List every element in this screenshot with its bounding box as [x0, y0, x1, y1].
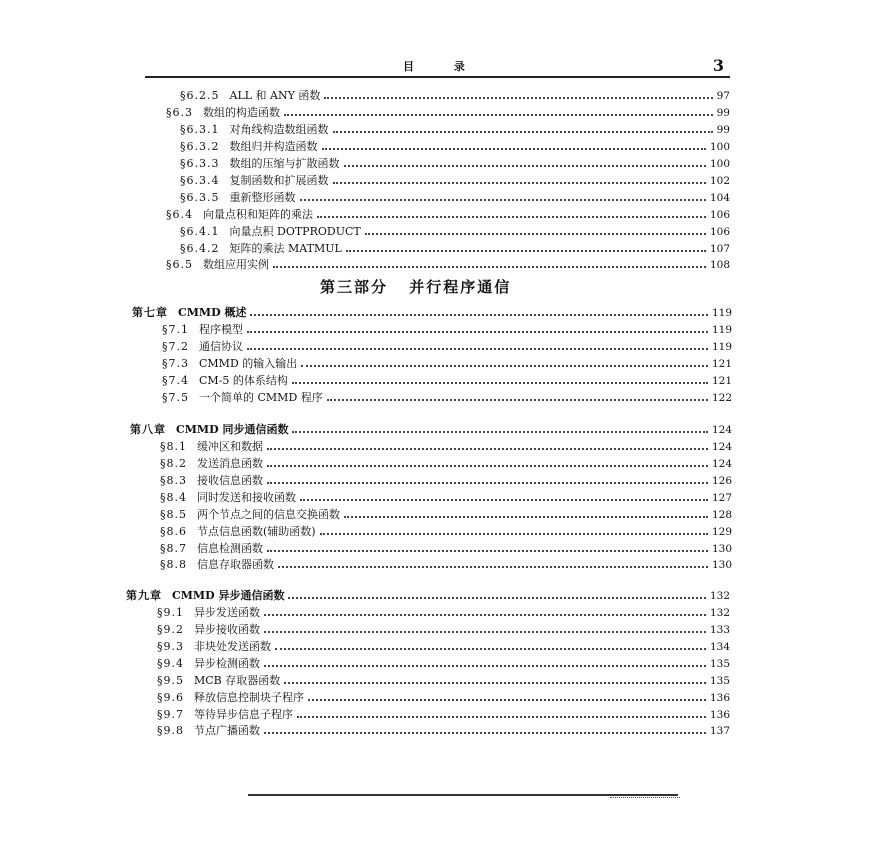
dot-leader — [344, 164, 706, 167]
toc-entry — [180, 156, 730, 170]
dot-leader — [333, 130, 713, 133]
toc-entry-page: 129 — [711, 526, 732, 538]
toc-entry-page: 108 — [709, 259, 730, 271]
chapter-page: 124 — [711, 424, 732, 436]
toc-entry — [157, 639, 730, 653]
toc-entry-number: §8.5 — [160, 508, 187, 521]
part-title: 并行程序通信 — [409, 278, 512, 296]
dot-leader — [300, 498, 708, 501]
toc-entry-title: 数组归并构造函数 — [229, 140, 318, 153]
header-rule — [145, 76, 730, 78]
toc-entry — [160, 473, 732, 487]
toc-entry — [157, 723, 730, 737]
toc-entry-title: 程序模型 — [199, 323, 243, 336]
toc-entry — [157, 622, 730, 636]
chapter-title: CMMD 概述 — [178, 306, 247, 319]
toc-entry-page: 130 — [711, 559, 732, 571]
toc-entry-number: §8.6 — [160, 525, 187, 538]
toc-entry-title: 释放信息控制块子程序 — [194, 691, 304, 704]
toc-entry — [180, 241, 730, 255]
toc-entry-number: §8.1 — [160, 440, 187, 453]
toc-entry-title: 复制函数和扩展函数 — [229, 174, 329, 187]
dot-leader — [288, 596, 705, 599]
dot-leader — [273, 265, 706, 268]
toc-entry-number: §6.3.5 — [180, 191, 220, 204]
toc-entry-title: 接收信息函数 — [197, 474, 263, 487]
toc-entry-number: §9.6 — [157, 691, 184, 704]
toc-entry-title: 非块处发送函数 — [194, 640, 271, 653]
toc-entry-page: 99 — [716, 107, 730, 119]
chapter-number: 第八章 — [130, 423, 166, 436]
toc-entry-number: §9.8 — [157, 724, 184, 737]
toc-entry-number: §6.4 — [166, 208, 193, 221]
toc-entry-number: §9.7 — [157, 708, 184, 721]
dot-leader — [284, 113, 713, 116]
dot-leader — [275, 647, 706, 650]
toc-entry-number: §7.5 — [162, 391, 189, 404]
toc-entry-title: 向量点积和矩阵的乘法 — [203, 208, 313, 221]
dot-leader — [267, 464, 708, 467]
toc-entry-number: §6.5 — [166, 258, 193, 271]
toc-entry-page: 97 — [716, 90, 730, 102]
toc-entry-number: §6.4.2 — [180, 242, 220, 255]
toc-entry — [166, 105, 730, 119]
dot-leader — [278, 565, 708, 568]
toc-entry — [162, 373, 732, 387]
toc-entry-title: MCB 存取器函数 — [194, 674, 281, 687]
toc-entry-title: 异步检测函数 — [194, 657, 260, 670]
toc-entry — [180, 88, 730, 102]
chapter-entry — [132, 305, 732, 319]
toc-entry-page: 130 — [711, 543, 732, 555]
toc-entry-page: 99 — [716, 124, 730, 136]
dot-leader — [292, 381, 708, 384]
toc-entry — [160, 439, 732, 453]
dot-leader — [320, 532, 708, 535]
toc-entry — [160, 524, 732, 538]
toc-entry-title: 信息存取器函数 — [197, 558, 274, 571]
dot-leader — [284, 681, 706, 684]
toc-entry-title: 矩阵的乘法 MATMUL — [229, 242, 342, 255]
toc-entry-page: 127 — [711, 492, 732, 504]
toc-entry-page: 132 — [709, 607, 730, 619]
toc-entry-title: 向量点积 DOTPRODUCT — [229, 225, 361, 238]
dot-leader — [267, 447, 708, 450]
toc-entry-title: 重新整形函数 — [229, 191, 296, 204]
chapter-page: 119 — [711, 307, 732, 319]
toc-entry-number: §6.3.2 — [180, 140, 220, 153]
toc-entry-number: §7.4 — [162, 374, 189, 387]
dot-leader — [346, 249, 706, 252]
toc-entry — [166, 257, 730, 271]
toc-entry-number: §6.3.1 — [180, 123, 220, 136]
toc-entry — [162, 356, 732, 370]
chapter-number: 第九章 — [126, 589, 162, 602]
dot-leader — [247, 330, 708, 333]
dot-leader — [264, 630, 706, 633]
toc-entry-number: §9.5 — [157, 674, 184, 687]
toc-entry — [180, 173, 730, 187]
toc-entry-page: 100 — [709, 141, 730, 153]
toc-entry-title: 数组的压缩与扩散函数 — [229, 157, 340, 170]
toc-entry — [166, 207, 730, 221]
toc-entry-number: §9.3 — [157, 640, 184, 653]
toc-entry-title: 缓冲区和数据 — [197, 440, 263, 453]
toc-entry-number: §8.7 — [160, 542, 187, 555]
toc-entry — [180, 224, 730, 238]
dot-leader — [267, 549, 708, 552]
toc-entry — [157, 673, 730, 687]
toc-entry-page: 124 — [711, 458, 732, 470]
toc-entry — [160, 507, 732, 521]
dot-leader — [317, 215, 706, 218]
toc-entry-page: 137 — [709, 725, 730, 737]
toc-entry-page: 134 — [709, 641, 730, 653]
bottom-dotted-rule — [610, 797, 680, 798]
toc-entry-title: 数组的构造函数 — [203, 106, 280, 119]
toc-entry-title: 等待异步信息子程序 — [194, 708, 293, 721]
toc-entry-title: 发送消息函数 — [197, 457, 263, 470]
toc-entry-number: §8.8 — [160, 558, 187, 571]
toc-entry-title: 节点信息函数(辅助函数) — [197, 525, 316, 538]
toc-entry-page: 100 — [709, 158, 730, 170]
toc-entry — [180, 139, 730, 153]
toc-entry — [160, 490, 732, 504]
chapter-number: 第七章 — [132, 306, 168, 319]
toc-entry-number: §6.3.4 — [180, 174, 220, 187]
toc-entry-page: 136 — [709, 692, 730, 704]
toc-entry-page: 135 — [709, 658, 730, 670]
dot-leader — [322, 147, 706, 150]
toc-entry-title: 对角线构造数组函数 — [229, 123, 329, 136]
dot-leader — [264, 731, 706, 734]
toc-entry-number: §9.1 — [157, 606, 184, 619]
toc-entry-page: 133 — [709, 624, 730, 636]
toc-entry-number: §7.1 — [162, 323, 189, 336]
toc-entry-number: §6.3.3 — [180, 157, 220, 170]
dot-leader — [247, 347, 708, 350]
dot-leader — [301, 364, 708, 367]
toc-entry-title: 同时发送和接收函数 — [197, 491, 296, 504]
toc-entry — [157, 690, 730, 704]
bottom-rule — [248, 794, 678, 796]
toc-entry-page: 135 — [709, 675, 730, 687]
dot-leader — [327, 398, 708, 401]
toc-entry-page: 106 — [709, 226, 730, 238]
dot-leader — [300, 198, 706, 201]
toc-entry-number: §7.3 — [162, 357, 189, 370]
toc-entry-number: §8.3 — [160, 474, 187, 487]
toc-entry-page: 119 — [711, 341, 732, 353]
toc-entry — [157, 656, 730, 670]
toc-entry-title: 信息检测函数 — [197, 542, 263, 555]
dot-leader — [297, 715, 706, 718]
toc-entry-page: 122 — [711, 392, 732, 404]
toc-entry — [157, 605, 730, 619]
toc-entry-number: §6.4.1 — [180, 225, 220, 238]
dot-leader — [365, 232, 706, 235]
dot-leader — [264, 613, 706, 616]
toc-entry-title: CM-5 的体系结构 — [199, 374, 288, 387]
toc-entry-number: §8.2 — [160, 457, 187, 470]
dot-leader — [250, 313, 707, 316]
toc-entry — [180, 122, 730, 136]
toc-entry-page: 121 — [711, 358, 732, 370]
toc-entry-page: 102 — [709, 175, 730, 187]
toc-entry — [162, 390, 732, 404]
toc-entry-title: CMMD 的输入输出 — [199, 357, 298, 370]
toc-entry-page: 107 — [709, 243, 730, 255]
toc-entry-title: 两个节点之间的信息交换函数 — [197, 508, 340, 521]
chapter-entry — [126, 588, 730, 602]
toc-entry — [160, 557, 732, 571]
toc-entry-title: 异步发送函数 — [194, 606, 260, 619]
toc-entry-page: 136 — [709, 709, 730, 721]
chapter-title: CMMD 同步通信函数 — [176, 423, 289, 436]
toc-entry-title: 异步接收函数 — [194, 623, 260, 636]
toc-entry — [162, 322, 732, 336]
chapter-title: CMMD 异步通信函数 — [172, 589, 285, 602]
dot-leader — [264, 664, 706, 667]
toc-entry-page: 126 — [711, 475, 732, 487]
dot-leader — [324, 96, 712, 99]
dot-leader — [333, 181, 706, 184]
toc-entry-page: 124 — [711, 441, 732, 453]
part-label: 第三部分 — [320, 278, 389, 296]
toc-entry-number: §7.2 — [162, 340, 189, 353]
toc-entry-number: §9.4 — [157, 657, 184, 670]
dot-leader — [344, 515, 708, 518]
dot-leader — [308, 698, 706, 701]
toc-entry-title: ALL 和 ANY 函数 — [229, 89, 321, 102]
header-title: 目 录 — [403, 60, 483, 73]
chapter-page: 132 — [709, 590, 730, 602]
toc-entry-page: 119 — [711, 324, 732, 336]
toc-entry — [157, 707, 730, 721]
toc-entry-title: 节点广播函数 — [194, 724, 260, 737]
toc-entry-number: §6.3 — [166, 106, 193, 119]
part-heading — [320, 276, 525, 297]
dot-leader — [267, 481, 708, 484]
page-header — [145, 56, 730, 78]
toc-entry-page: 106 — [709, 209, 730, 221]
toc-entry-page: 104 — [709, 192, 730, 204]
toc-entry-number: §6.2.5 — [180, 89, 220, 102]
toc-entry — [160, 456, 732, 470]
toc-entry-page: 128 — [711, 509, 732, 521]
toc-entry-number: §9.2 — [157, 623, 184, 636]
toc-entry — [160, 541, 732, 555]
chapter-entry — [130, 422, 732, 436]
toc-entry-title: 通信协议 — [199, 340, 243, 353]
toc-entry-title: 数组应用实例 — [203, 258, 269, 271]
toc-entry — [162, 339, 732, 353]
toc-entry-title: 一个简单的 CMMD 程序 — [199, 391, 323, 404]
dot-leader — [292, 430, 707, 433]
header-page-number: 3 — [712, 56, 724, 75]
toc-entry — [180, 190, 730, 204]
toc-entry-page: 121 — [711, 375, 732, 387]
toc-entry-number: §8.4 — [160, 491, 187, 504]
